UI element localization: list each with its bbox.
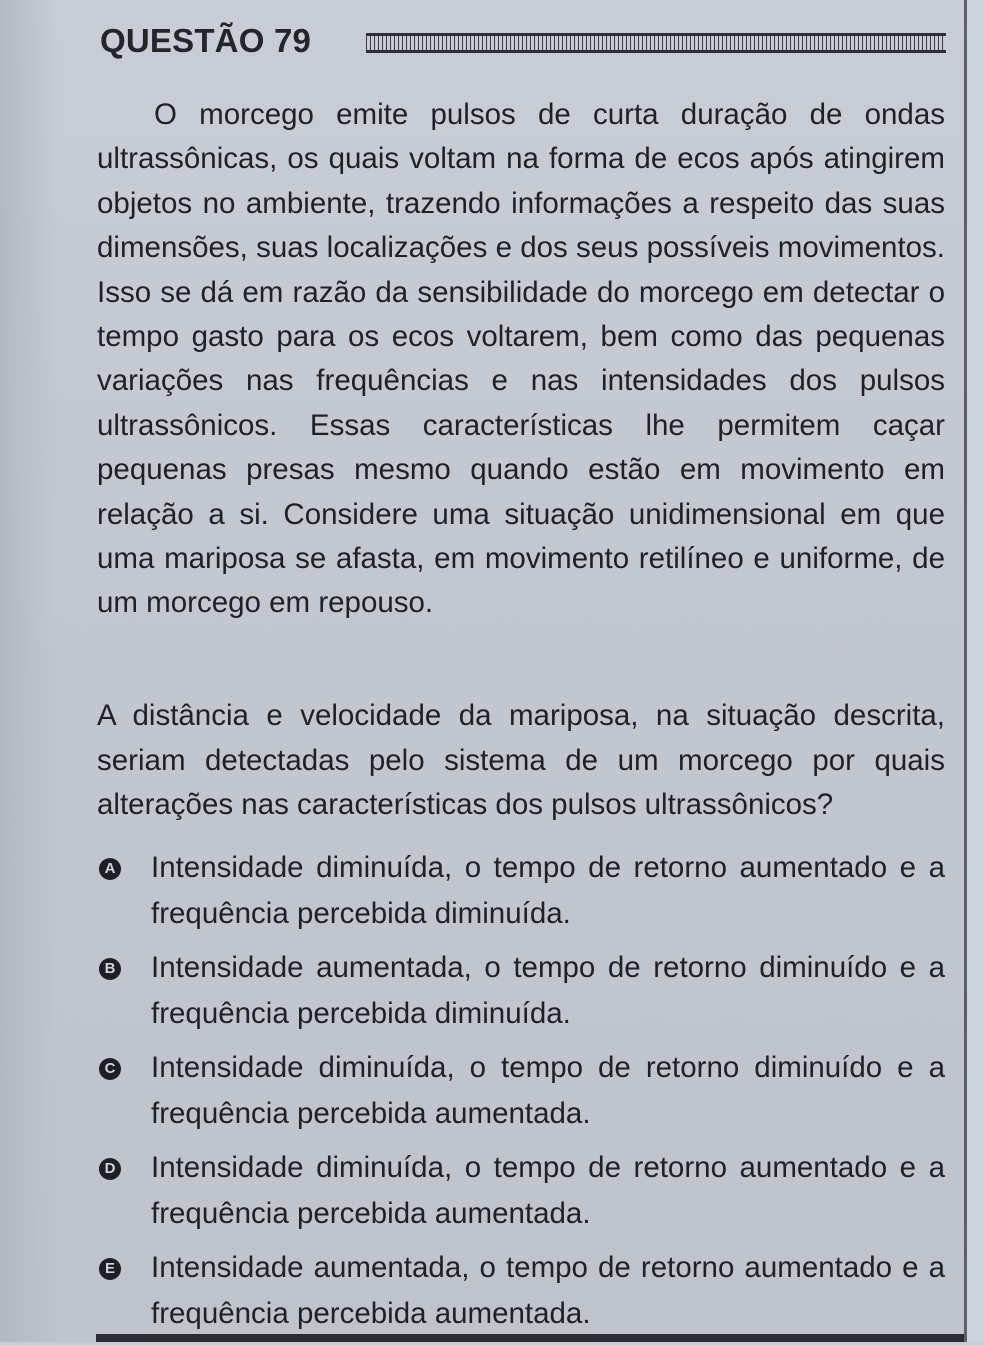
option-text: Intensidade diminuída, o tempo de retorno aumentado e a frequência percebida diminuída. bbox=[151, 851, 945, 930]
option-e[interactable] bbox=[97, 1245, 945, 1337]
option-letter-badge-icon: E bbox=[99, 1258, 121, 1280]
option-d[interactable] bbox=[97, 1145, 945, 1237]
answer-options bbox=[97, 845, 945, 1345]
page-shadow bbox=[0, 0, 60, 1342]
question-prompt: A distância e velocidade da mariposa, na situação descrita, seriam detectadas pelo sistema de um morcego por quais alterações nas características dos pulsos ultrassônicos? bbox=[97, 699, 945, 821]
bottom-border bbox=[96, 1334, 964, 1342]
option-letter-badge-icon: C bbox=[99, 1058, 121, 1080]
option-letter-badge-icon: B bbox=[99, 958, 121, 980]
option-text: Intensidade diminuída, o tempo de retorno diminuído e a frequência percebida aumentada. bbox=[151, 1051, 945, 1130]
option-text: Intensidade aumentada, o tempo de retorno aumentado e a frequência percebida aumentada. bbox=[151, 1251, 945, 1330]
question-title: QUESTÃO 79 bbox=[100, 22, 312, 59]
question-header bbox=[100, 18, 946, 64]
question-stem: O morcego emite pulsos de curta duração de ondas ultrassônicas, os quais voltam na forma de ecos após atingirem objetos no ambiente, trazendo informações a respeito das suas dimensões, suas localizações e dos seus possíveis movimentos. Isso se dá em razão da sensibilidade do morcego em detectar o tempo gasto para os ecos voltarem, bem como das pequenas variações nas frequências e nas intensidades dos pulsos ultrassônicos. Essas características lhe permitem caçar pequenas presas mesmo quando estão em movimento em relação a si. Considere uma situação unidimensional em que uma mariposa se afasta, em movimento retilíneo e uniforme, de um morcego em repouso. bbox=[97, 98, 945, 620]
option-letter-badge-icon: A bbox=[99, 858, 121, 880]
option-text: Intensidade aumentada, o tempo de retorno diminuído e a frequência percebida diminuída. bbox=[151, 951, 945, 1030]
option-a[interactable] bbox=[97, 845, 945, 937]
right-margin bbox=[967, 0, 984, 1342]
option-b[interactable] bbox=[97, 945, 945, 1037]
option-letter-badge-icon: D bbox=[99, 1158, 121, 1180]
option-text: Intensidade diminuída, o tempo de retorno aumentado e a frequência percebida aumentada. bbox=[151, 1151, 945, 1230]
header-decorative-rule bbox=[366, 33, 946, 53]
option-c[interactable] bbox=[97, 1045, 945, 1137]
